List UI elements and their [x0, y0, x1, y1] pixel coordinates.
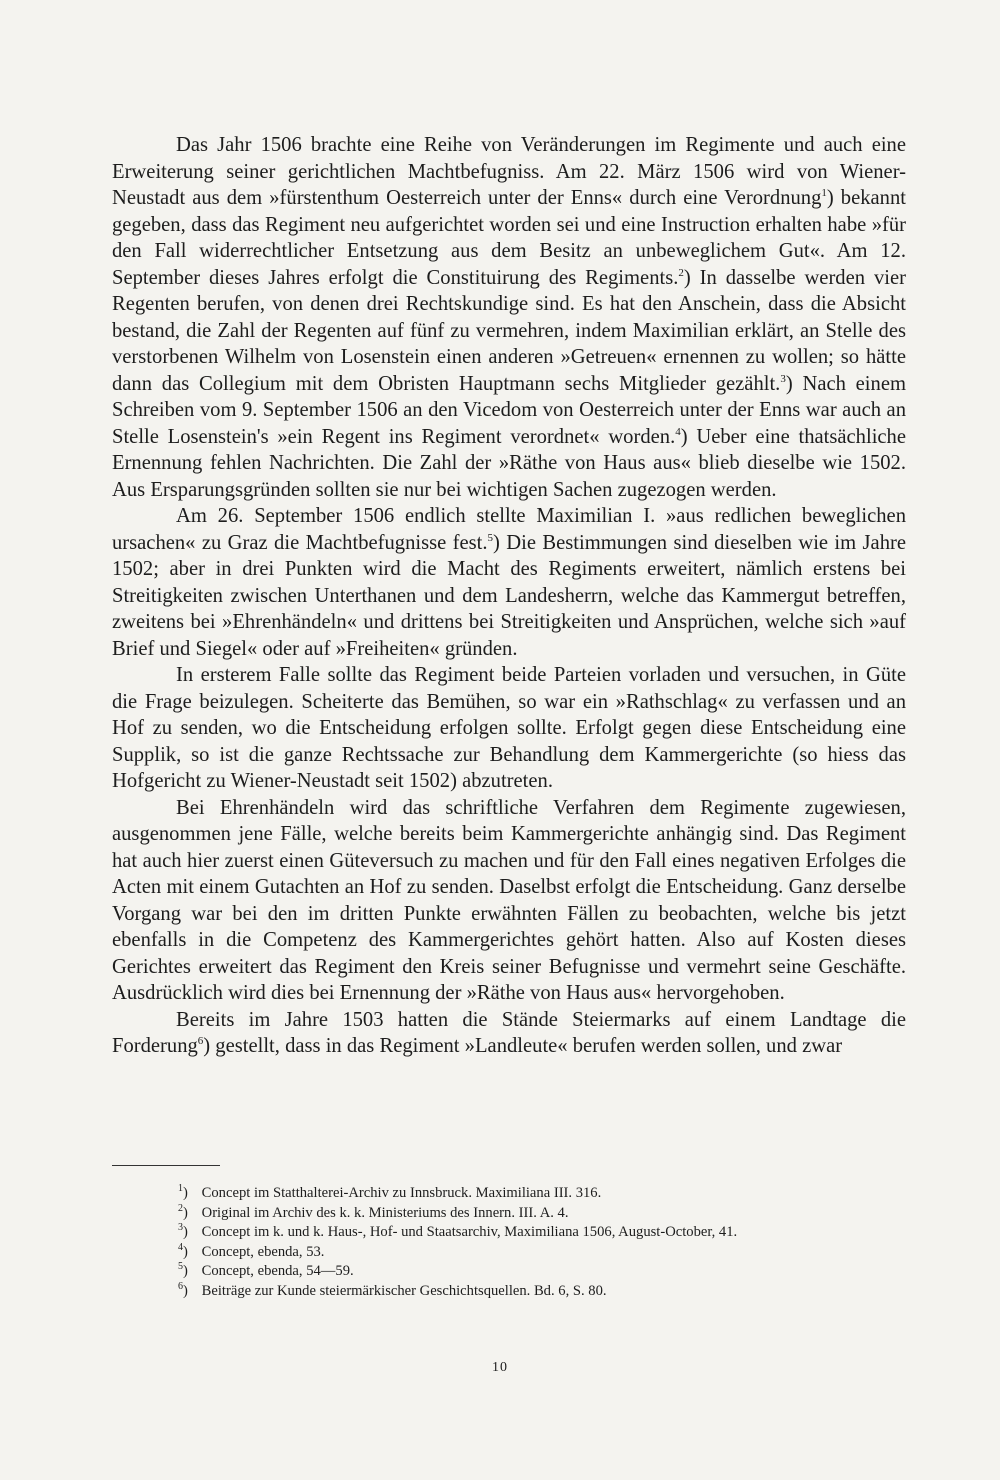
- footnote-ref-5: 5: [487, 531, 494, 544]
- paragraph-text: Bei Ehrenhändeln wird das schriftliche Verfahren dem Regimente zugewiesen, ausgenommen jene Fälle, welche bereits beim Kammergerichte anhängig sind. Das Regiment hat auch hier zuerst einen Güteversuch zu machen und für den Fall eines negativen Erfolges die Acten mit einem Gutachten an Hof zu senden. Daselbst erfolgt die Entscheidung. Ganz derselbe Vorgang war bei den im dritten Punkte erwähnten Fällen zu beobachten, welche bis jetzt ebenfalls in die Competenz des Kammergerichtes gehört hatten. Also auf Kosten dieses Gerichtes erweitert das Regiment den Kreis seiner Befugnisse und vermehrt seine Geschäfte. Ausdrücklich wird dies bei Ernennung der »Räthe von Haus aus« hervorgehoben.: [112, 796, 906, 1004]
- footnote-ref-3: 3: [780, 372, 786, 385]
- footnote-ref-1: 1: [821, 187, 827, 200]
- footnote-6: $^6$) Beiträge zur Kunde steiermärkischer Geschichtsquellen. Bd. 6, S. 80.: [178, 1280, 607, 1299]
- footnote-ref-4: 4: [675, 425, 681, 438]
- paragraph-text: ) Ueber eine thatsächliche Ernennung fehlen Nachrichten. Die Zahl der »Räthe von Haus aus« blieb dieselbe wie 1502. Aus Ersparungsgründen sollten sie nur bei wichtigen Sachen zugezogen werden.: [112, 425, 906, 501]
- paragraph-text: ) Nach einem Schreiben vom 9. September 1506 an den Vicedom von Oesterreich unter der Enns war auch an Stelle Losenstein's »ein Regent ins Regiment verordnet« worden.: [112, 372, 906, 448]
- paragraph-text: Bereits im Jahre 1503 hatten die Stände Steiermarks auf einem Landtage die Forderung: [112, 1008, 906, 1057]
- footnote-mark: 1: [178, 1183, 183, 1195]
- paragraph-text: ) Die Bestimmungen sind dieselben wie im Jahre 1502; aber in drei Punkten wird die Macht des Regiments erweitert, nämlich erstens bei Streitigkeiten zwischen Unterthanen und dem Landesherrn, welche das Kammergut betreffen, zweitens bei »Ehrenhändeln« und drittens bei Streitigkeiten und Ansprüchen, welche sich »auf Brief und Siegel« oder auf »Freiheiten« gründen.: [112, 531, 906, 660]
- footnote-text: Concept im Statthalterei-Archiv zu Innsbruck. Maximiliana III. 316.: [201, 1185, 602, 1201]
- footnote-4: $^4$) Concept, ebenda, 53.: [178, 1241, 325, 1260]
- footnote-ref-6: 6: [197, 1035, 204, 1048]
- paragraph-1: [112, 132, 906, 503]
- paragraph-text: Das Jahr 1506 brachte eine Reihe von Veränderungen im Regimente und auch eine Erweiterung seiner gerichtlichen Machtbefugniss. Am 22. März 1506 wird von Wiener-Neustadt aus dem »fürstenthum Oesterreich unter der Enns« durch eine Verordnung: [112, 134, 906, 209]
- footnote-text: Beiträge zur Kunde steiermärkischer Geschichtsquellen. Bd. 6, S. 80.: [201, 1282, 607, 1299]
- paragraph-text: ) In dasselbe werden vier Regenten berufen, von denen drei Rechtskundige sind. Es hat den Anschein, dass die Absicht bestand, die Zahl der Regenten auf fünf zu vermehren, indem Maximilian erklärt, an Stelle des verstorbenen Wilhelm von Losenstein einen anderen »Getreuen« ernennen zu wollen; so hätte dann das Collegium mit dem Obristen Hauptmann sechs Mitglieder gezählt.: [112, 266, 906, 395]
- paragraph-2: [112, 503, 906, 662]
- footnote-mark: 3: [178, 1222, 183, 1234]
- paragraph-text: ) bekannt gegeben, dass das Regiment neu aufgerichtet worden sei und eine Instruction erhalten habe »für den Fall widerrechtlicher Entsetzung aus dem Besitz an unbeweglichem Gut«. Am 12. September dieses Jahres erfolgt die Constituirung des Regiments.: [112, 187, 906, 289]
- paragraph-4: [112, 795, 906, 1007]
- paragraph-5: [112, 1007, 906, 1060]
- footnote-2: $^2$) Original im Archiv des k. k. Ministeriums des Innern. III. A. 4.: [178, 1202, 569, 1221]
- footnote-text: Concept im k. und k. Haus-, Hof- und Staatsarchiv, Maximiliana 1506, August-October, 41.: [201, 1224, 738, 1240]
- footnote-text: Original im Archiv des k. k. Ministeriums des Innern. III. A. 4.: [201, 1204, 569, 1221]
- footnote-mark: 5: [178, 1261, 183, 1273]
- paragraph-3: [112, 662, 906, 795]
- paragraph-text: In ersterem Falle sollte das Regiment beide Parteien vorladen und versuchen, in Güte die Frage beizulegen. Scheiterte das Bemühen, so war ein »Rathschlag« zu verfassen und an Hof zu senden, wo die Entscheidung erfolgen sollte. Erfolgt gegen diese Entscheidung eine Supplik, so ist die ganze Rechtssache zur Behandlung dem Kammergerichte (so hiess das Hofgericht zu Wiener-Neustadt seit 1502) abzutreten.: [112, 664, 906, 792]
- footnote-ref-2: 2: [678, 266, 684, 279]
- footnote-5: $^5$) Concept, ebenda, 54—59.: [178, 1261, 354, 1279]
- page-number: 10: [492, 1360, 508, 1375]
- paragraph-text: Am 26. September 1506 endlich stellte Maximilian I. »aus redlichen beweglichen ursachen« zu Graz die Machtbefugnisse fest.: [112, 505, 906, 554]
- footnote-3: $^3$) Concept im k. und k. Haus-, Hof- und Staatsarchiv, Maximiliana 1506, August-October, 41.: [178, 1222, 738, 1240]
- footnote-mark: 2: [178, 1202, 183, 1214]
- footnote-1: $^1$) Concept im Statthalterei-Archiv zu Innsbruck. Maximiliana III. 316.: [178, 1183, 602, 1201]
- footnote-divider: [112, 1165, 220, 1166]
- paragraph-text: ) gestellt, dass in das Regiment »Landleute« berufen werden sollen, und zwar: [203, 1035, 843, 1057]
- footnote-mark: 6: [178, 1280, 183, 1292]
- footnotes: [178, 1184, 918, 1301]
- body-text: [112, 132, 906, 1060]
- footnote-text: Concept, ebenda, 53.: [201, 1243, 325, 1260]
- footnote-text: Concept, ebenda, 54—59.: [201, 1263, 354, 1279]
- footnote-mark: 4: [178, 1241, 183, 1253]
